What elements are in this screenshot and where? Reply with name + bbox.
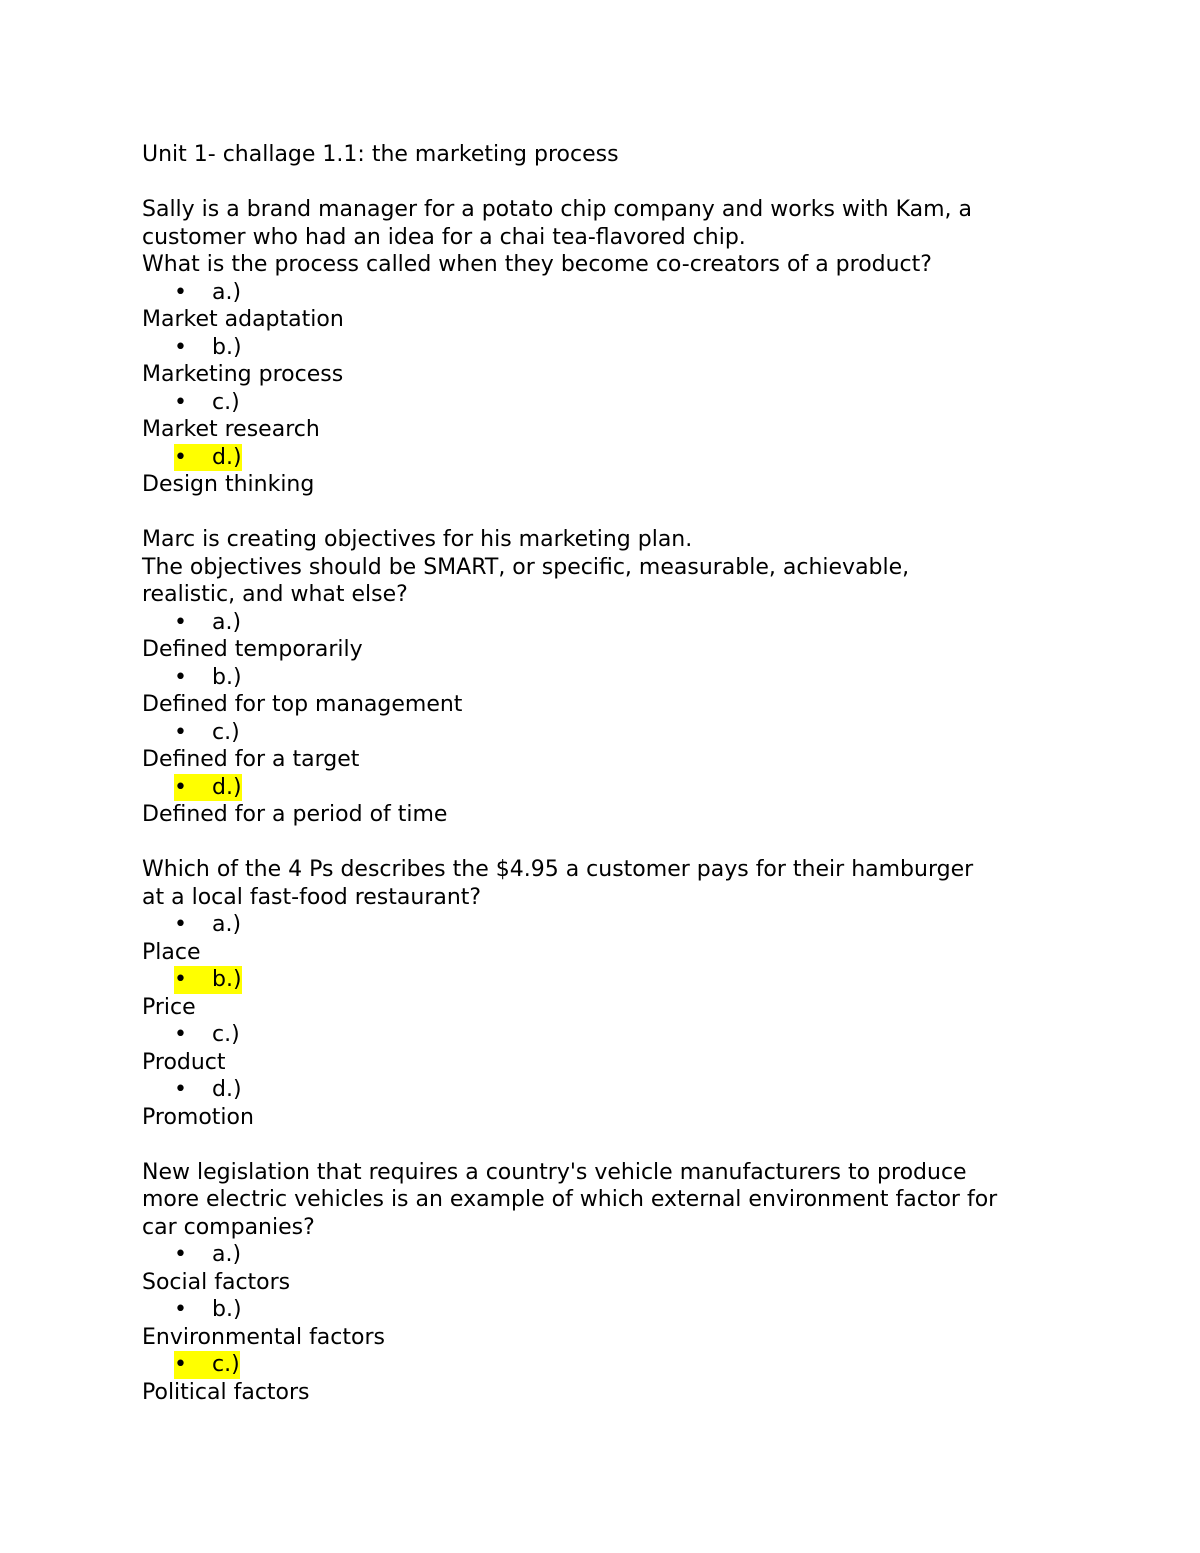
question-block (142, 169, 1082, 499)
question-text-line: more electric vehicles is an example of which external environment factor for (142, 1187, 998, 1212)
bullet-icon: • (174, 1077, 187, 1102)
bullet-icon: • (174, 444, 187, 470)
option-letter: c.) (212, 1352, 240, 1377)
option-letter: a.) (212, 1242, 242, 1267)
highlighted-answer-marker (174, 444, 242, 472)
question-text-line: customer who had an idea for a chai tea-flavored chip. (142, 224, 746, 250)
option-text: Political factors (142, 1379, 310, 1405)
paragraph-gap (142, 169, 1082, 197)
option-text: Marketing process (142, 362, 344, 387)
paragraph-gap (142, 1131, 1082, 1159)
option-letter: d.) (212, 1077, 242, 1102)
option-text: Promotion (142, 1104, 254, 1130)
question-text-line: New legislation that requires a country's vehicle manufacturers to produce (142, 1159, 967, 1185)
option-marker (174, 334, 242, 362)
bullet-icon: • (174, 967, 187, 992)
bullet-icon: • (174, 1352, 187, 1377)
option-letter: b.) (212, 664, 242, 690)
paragraph-gap (142, 499, 1082, 527)
option-letter: d.) (212, 444, 242, 470)
bullet-icon: • (174, 389, 187, 415)
option-letter: c.) (212, 1022, 240, 1047)
bullet-icon: • (174, 334, 187, 360)
option-text: Defined temporarily (142, 637, 363, 662)
option-letter: a.) (212, 609, 242, 635)
option-text: Market adaptation (142, 307, 344, 332)
paragraph-gap (142, 829, 1082, 857)
option-marker (174, 1241, 241, 1269)
option-text: Defined for top management (142, 692, 463, 717)
option-marker-row (142, 279, 1082, 307)
question-block (142, 1131, 1082, 1406)
option-marker-row (142, 609, 1082, 637)
option-marker (174, 1296, 242, 1324)
option-marker-row (142, 1351, 1082, 1379)
option-letter: a.) (212, 279, 242, 305)
option-marker-row (142, 966, 1082, 994)
option-text: Social factors (142, 1269, 291, 1295)
question-text-line: realistic, and what else? (142, 582, 408, 607)
question-list (142, 169, 1082, 1407)
option-text: Defined for a period of time (142, 802, 448, 827)
highlighted-answer-marker (174, 1351, 240, 1379)
bullet-icon: • (174, 279, 187, 305)
option-letter: c.) (212, 389, 240, 415)
question-text-line: The objectives should be SMART, or specific, measurable, achievable, (142, 554, 910, 580)
option-letter: b.) (212, 967, 242, 992)
option-marker-row (142, 389, 1082, 417)
option-marker-row (142, 719, 1082, 747)
option-marker-row (142, 1296, 1082, 1324)
bullet-icon: • (174, 664, 187, 690)
option-marker (174, 609, 241, 637)
option-text: Product (142, 1049, 226, 1075)
question-block (142, 829, 1082, 1132)
option-marker (174, 719, 240, 747)
option-marker (174, 1076, 242, 1104)
bullet-icon: • (174, 1022, 187, 1047)
option-letter: d.) (212, 774, 242, 800)
option-letter: b.) (212, 334, 242, 360)
option-marker-row (142, 334, 1082, 362)
option-text: Price (142, 994, 196, 1020)
option-marker (174, 279, 241, 307)
option-marker-row (142, 444, 1082, 472)
option-letter: c.) (212, 719, 240, 745)
bullet-icon: • (174, 1242, 187, 1267)
option-text: Defined for a target (142, 747, 360, 772)
question-text-line: Sally is a brand manager for a potato chip company and works with Kam, a (142, 197, 972, 222)
option-text: Market research (142, 417, 320, 442)
option-letter: b.) (212, 1297, 242, 1322)
option-marker (174, 664, 242, 692)
option-marker (174, 1021, 240, 1049)
bullet-icon: • (174, 912, 187, 937)
document-title: Unit 1- challage 1.1: the marketing process (142, 142, 619, 167)
question-text-line: Marc is creating objectives for his marketing plan. (142, 527, 693, 552)
option-marker-row (142, 774, 1082, 802)
option-text: Environmental factors (142, 1324, 385, 1350)
option-marker-row (142, 664, 1082, 692)
bullet-icon: • (174, 774, 187, 800)
option-marker-row (142, 1076, 1082, 1104)
option-text: Design thinking (142, 472, 315, 497)
option-marker (174, 911, 241, 939)
highlighted-answer-marker (174, 774, 242, 802)
question-text-line: at a local fast-food restaurant? (142, 884, 482, 910)
question-block (142, 499, 1082, 829)
option-marker (174, 389, 240, 417)
option-letter: a.) (212, 912, 242, 937)
bullet-icon: • (174, 1297, 187, 1322)
option-marker-row (142, 1021, 1082, 1049)
question-text-line: car companies? (142, 1214, 315, 1240)
question-text-line: What is the process called when they become co-creators of a product? (142, 252, 932, 277)
question-text-line: Which of the 4 Ps describes the $4.95 a customer pays for their hamburger (142, 857, 974, 882)
document-page (142, 141, 1082, 1406)
bullet-icon: • (174, 609, 187, 635)
option-marker-row (142, 1241, 1082, 1269)
option-text: Place (142, 939, 201, 965)
option-marker-row (142, 911, 1082, 939)
bullet-icon: • (174, 719, 187, 745)
highlighted-answer-marker (174, 966, 242, 994)
